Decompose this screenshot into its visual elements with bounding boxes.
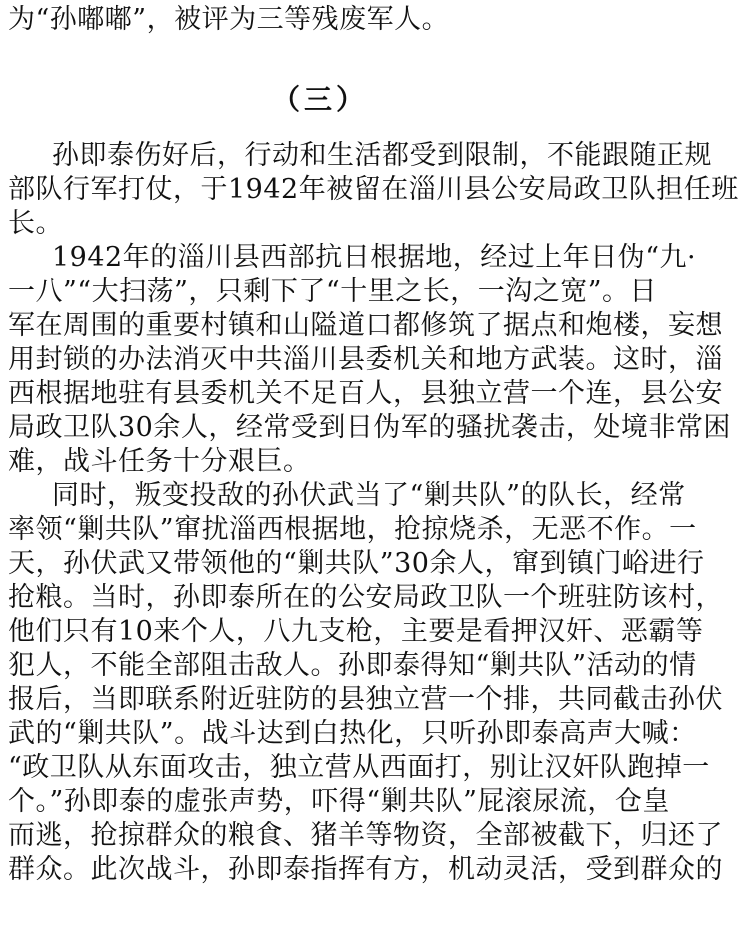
text-line: 局政卫队30余人，经常受到日伪军的骚扰袭击，处境非常困 <box>8 412 731 443</box>
text-line: 一八”“大扫荡”，只剩下了“十里之长，一沟之宽”。日 <box>8 276 658 307</box>
text-line: 长。 <box>8 208 63 239</box>
text-line: 率领“剿共队”窜扰淄西根据地，抢掠烧杀，无恶不作。一 <box>8 514 697 545</box>
text-line: 用封锁的办法消灭中共淄川县委机关和地方武装。这时，淄 <box>8 344 723 375</box>
text-line: 他们只有10来个人，八九支枪，主要是看押汉奸、恶霸等 <box>8 616 704 647</box>
text-line: 群众。此次战斗，孙即泰指挥有方，机动灵活，受到群众的 <box>8 854 723 885</box>
text-line: 军在周围的重要村镇和山隘道口都修筑了据点和炮楼，妄想 <box>8 310 723 341</box>
text-line: 个。”孙即泰的虚张声势，吓得“剿共队”屁滚尿流，仓皇 <box>8 786 670 817</box>
text-line: 西根据地驻有县委机关不足百人，县独立营一个连，县公安 <box>8 378 723 409</box>
text-line: 而逃，抢掠群众的粮食、猪羊等物资，全部被截下，归还了 <box>8 820 723 851</box>
text-line: 1942年的淄川县西部抗日根据地，经过上年日伪“九· <box>52 242 697 273</box>
text-line: 孙即泰伤好后，行动和生活都受到限制，不能跟随正规 <box>52 140 712 171</box>
text-line: 抢粮。当时，孙即泰所在的公安局政卫队一个班驻防该村， <box>8 582 723 613</box>
text-line: 部队行军打仗，于1942年被留在淄川县公安局政卫队担任班 <box>8 174 739 205</box>
text-line: 为“孙嘟嘟”，被评为三等残废军人。 <box>8 4 450 35</box>
text-line: 报后，当即联系附近驻防的县独立营一个排，共同截击孙伏 <box>8 684 723 715</box>
text-line: 犯人，不能全部阻击敌人。孙即泰得知“剿共队”活动的情 <box>8 650 697 681</box>
text-line: 难，战斗任务十分艰巨。 <box>8 446 311 477</box>
text-line: 同时，叛变投敌的孙伏武当了“剿共队”的队长，经常 <box>52 480 686 511</box>
text-line: 天，孙伏武又带领他的“剿共队”30余人，窜到镇门峪进行 <box>8 548 705 579</box>
text-line: “政卫队从东面攻击，独立营从西面打，别让汉奸队跑掉一 <box>8 752 710 783</box>
text-line: 武的“剿共队”。战斗达到白热化，只听孙即泰高声大喊： <box>8 718 697 749</box>
section-heading: （三） <box>271 83 368 116</box>
